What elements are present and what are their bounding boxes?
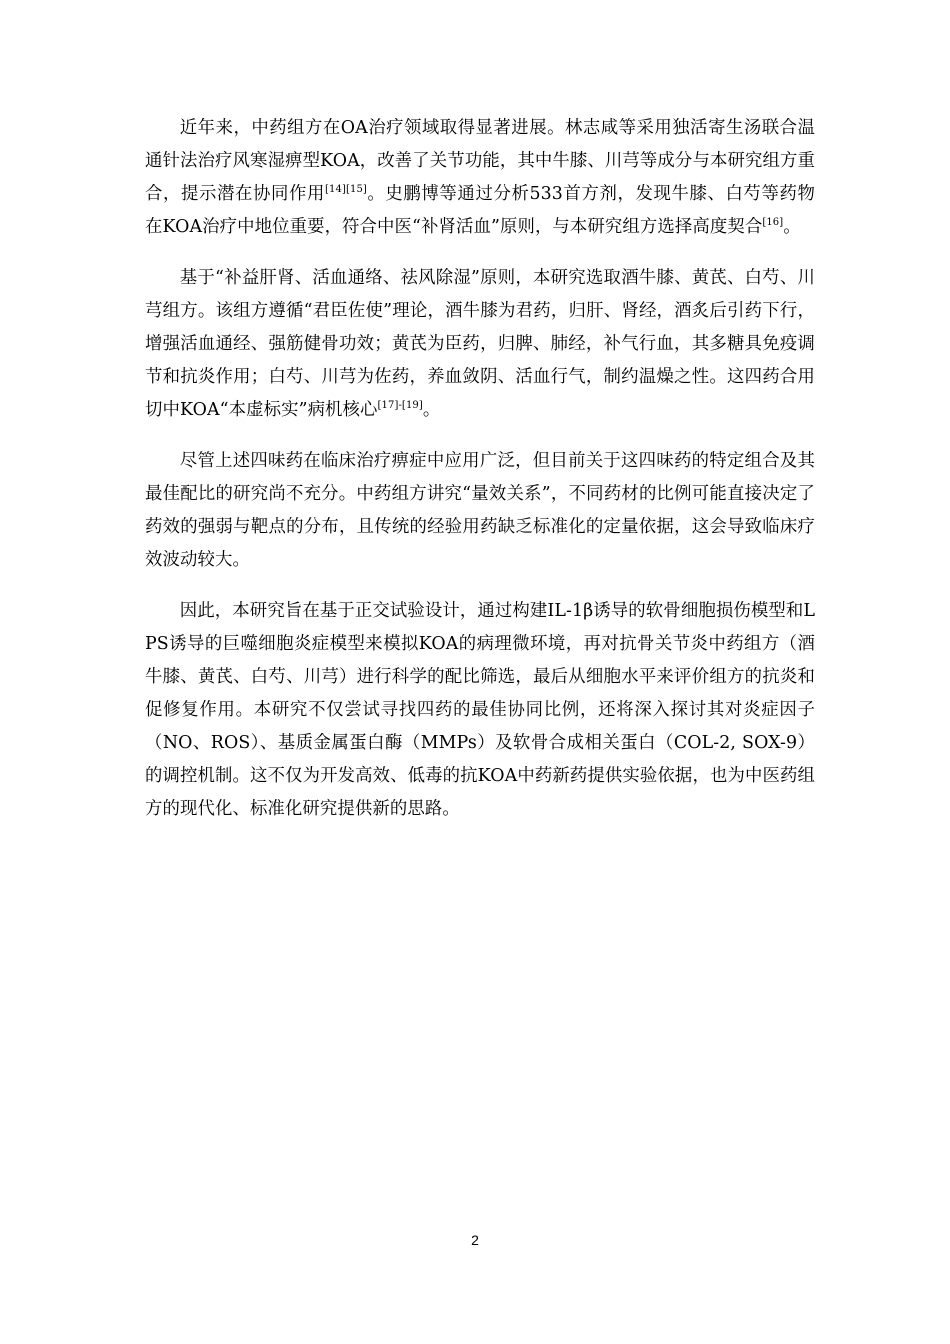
- citation-14-15: [14][15]: [325, 184, 367, 195]
- paragraph-1-text-2: 。史鹏博等通过分析533首方剂，发现牛膝、白芍等药物在KOA治疗中地位重要，符合中医“补肾活血”原则，与本研究组方选择高度契合: [145, 184, 815, 237]
- paragraph-3-text: 尽管上述四味药在临床治疗痹症中应用广泛，但目前关于这四味药的特定组合及其最佳配比的研究尚不充分。中药组方讲究“量效关系”，不同药材的比例可能直接决定了药效的强弱与靶点的分布，且传统的经验用药缺乏标准化的定量依据，这会导致临床疗效波动较大。: [145, 451, 815, 570]
- page-number: 2: [471, 1232, 479, 1248]
- paragraph-1-text-3: 。: [783, 217, 801, 237]
- document-body: [145, 112, 815, 844]
- paragraph-2-text-1: 基于“补益肝肾、活血通络、祛风除湿”原则，本研究选取酒牛膝、黄芪、白芍、川芎组方。该组方遵循“君臣佐使”理论，酒牛膝为君药，归肝、肾经，酒炙后引药下行，增强活血通经、强筋健骨功效；黄芪为臣药，归脾、肺经，补气行血，其多糖具免疫调节和抗炎作用；白芍、川芎为佐药，养血敛阴、活血行气，制约温燥之性。这四药合用切中KOA“本虚标实”病机核心: [145, 268, 815, 420]
- paragraph-1: [145, 112, 815, 244]
- paragraph-4-text: 因此，本研究旨在基于正交试验设计，通过构建IL-1β诱导的软骨细胞损伤模型和LPS诱导的巨噬细胞炎症模型来模拟KOA的病理微环境，再对抗骨关节炎中药组方（酒牛膝、黄芪、白芍、川芎）进行科学的配比筛选，最后从细胞水平来评价组方的抗炎和促修复作用。本研究不仅尝试寻找四药的最佳协同比例，还将深入探讨其对炎症因子（NO、ROS）、基质金属蛋白酶（MMPs）及软骨合成相关蛋白（COL-2, SOX-9）的调控机制。这不仅为开发高效、低毒的抗KOA中药新药提供实验依据，也为中医药组方的现代化、标准化研究提供新的思路。: [145, 601, 815, 819]
- paragraph-4: [145, 595, 815, 826]
- citation-16: [16]: [762, 217, 784, 228]
- paragraph-3: [145, 445, 815, 577]
- citation-17-19: [17]-[19]: [377, 400, 423, 411]
- paragraph-1-text-1: 近年来，中药组方在OA治疗领域取得显著进展。林志咸等采用独活寄生汤联合温通针法治疗风寒湿痹型KOA，改善了关节功能，其中牛膝、川芎等成分与本研究组方重合，提示潜在协同作用: [145, 118, 815, 204]
- paragraph-2: [145, 262, 815, 427]
- paragraph-2-text-2: 。: [422, 400, 441, 420]
